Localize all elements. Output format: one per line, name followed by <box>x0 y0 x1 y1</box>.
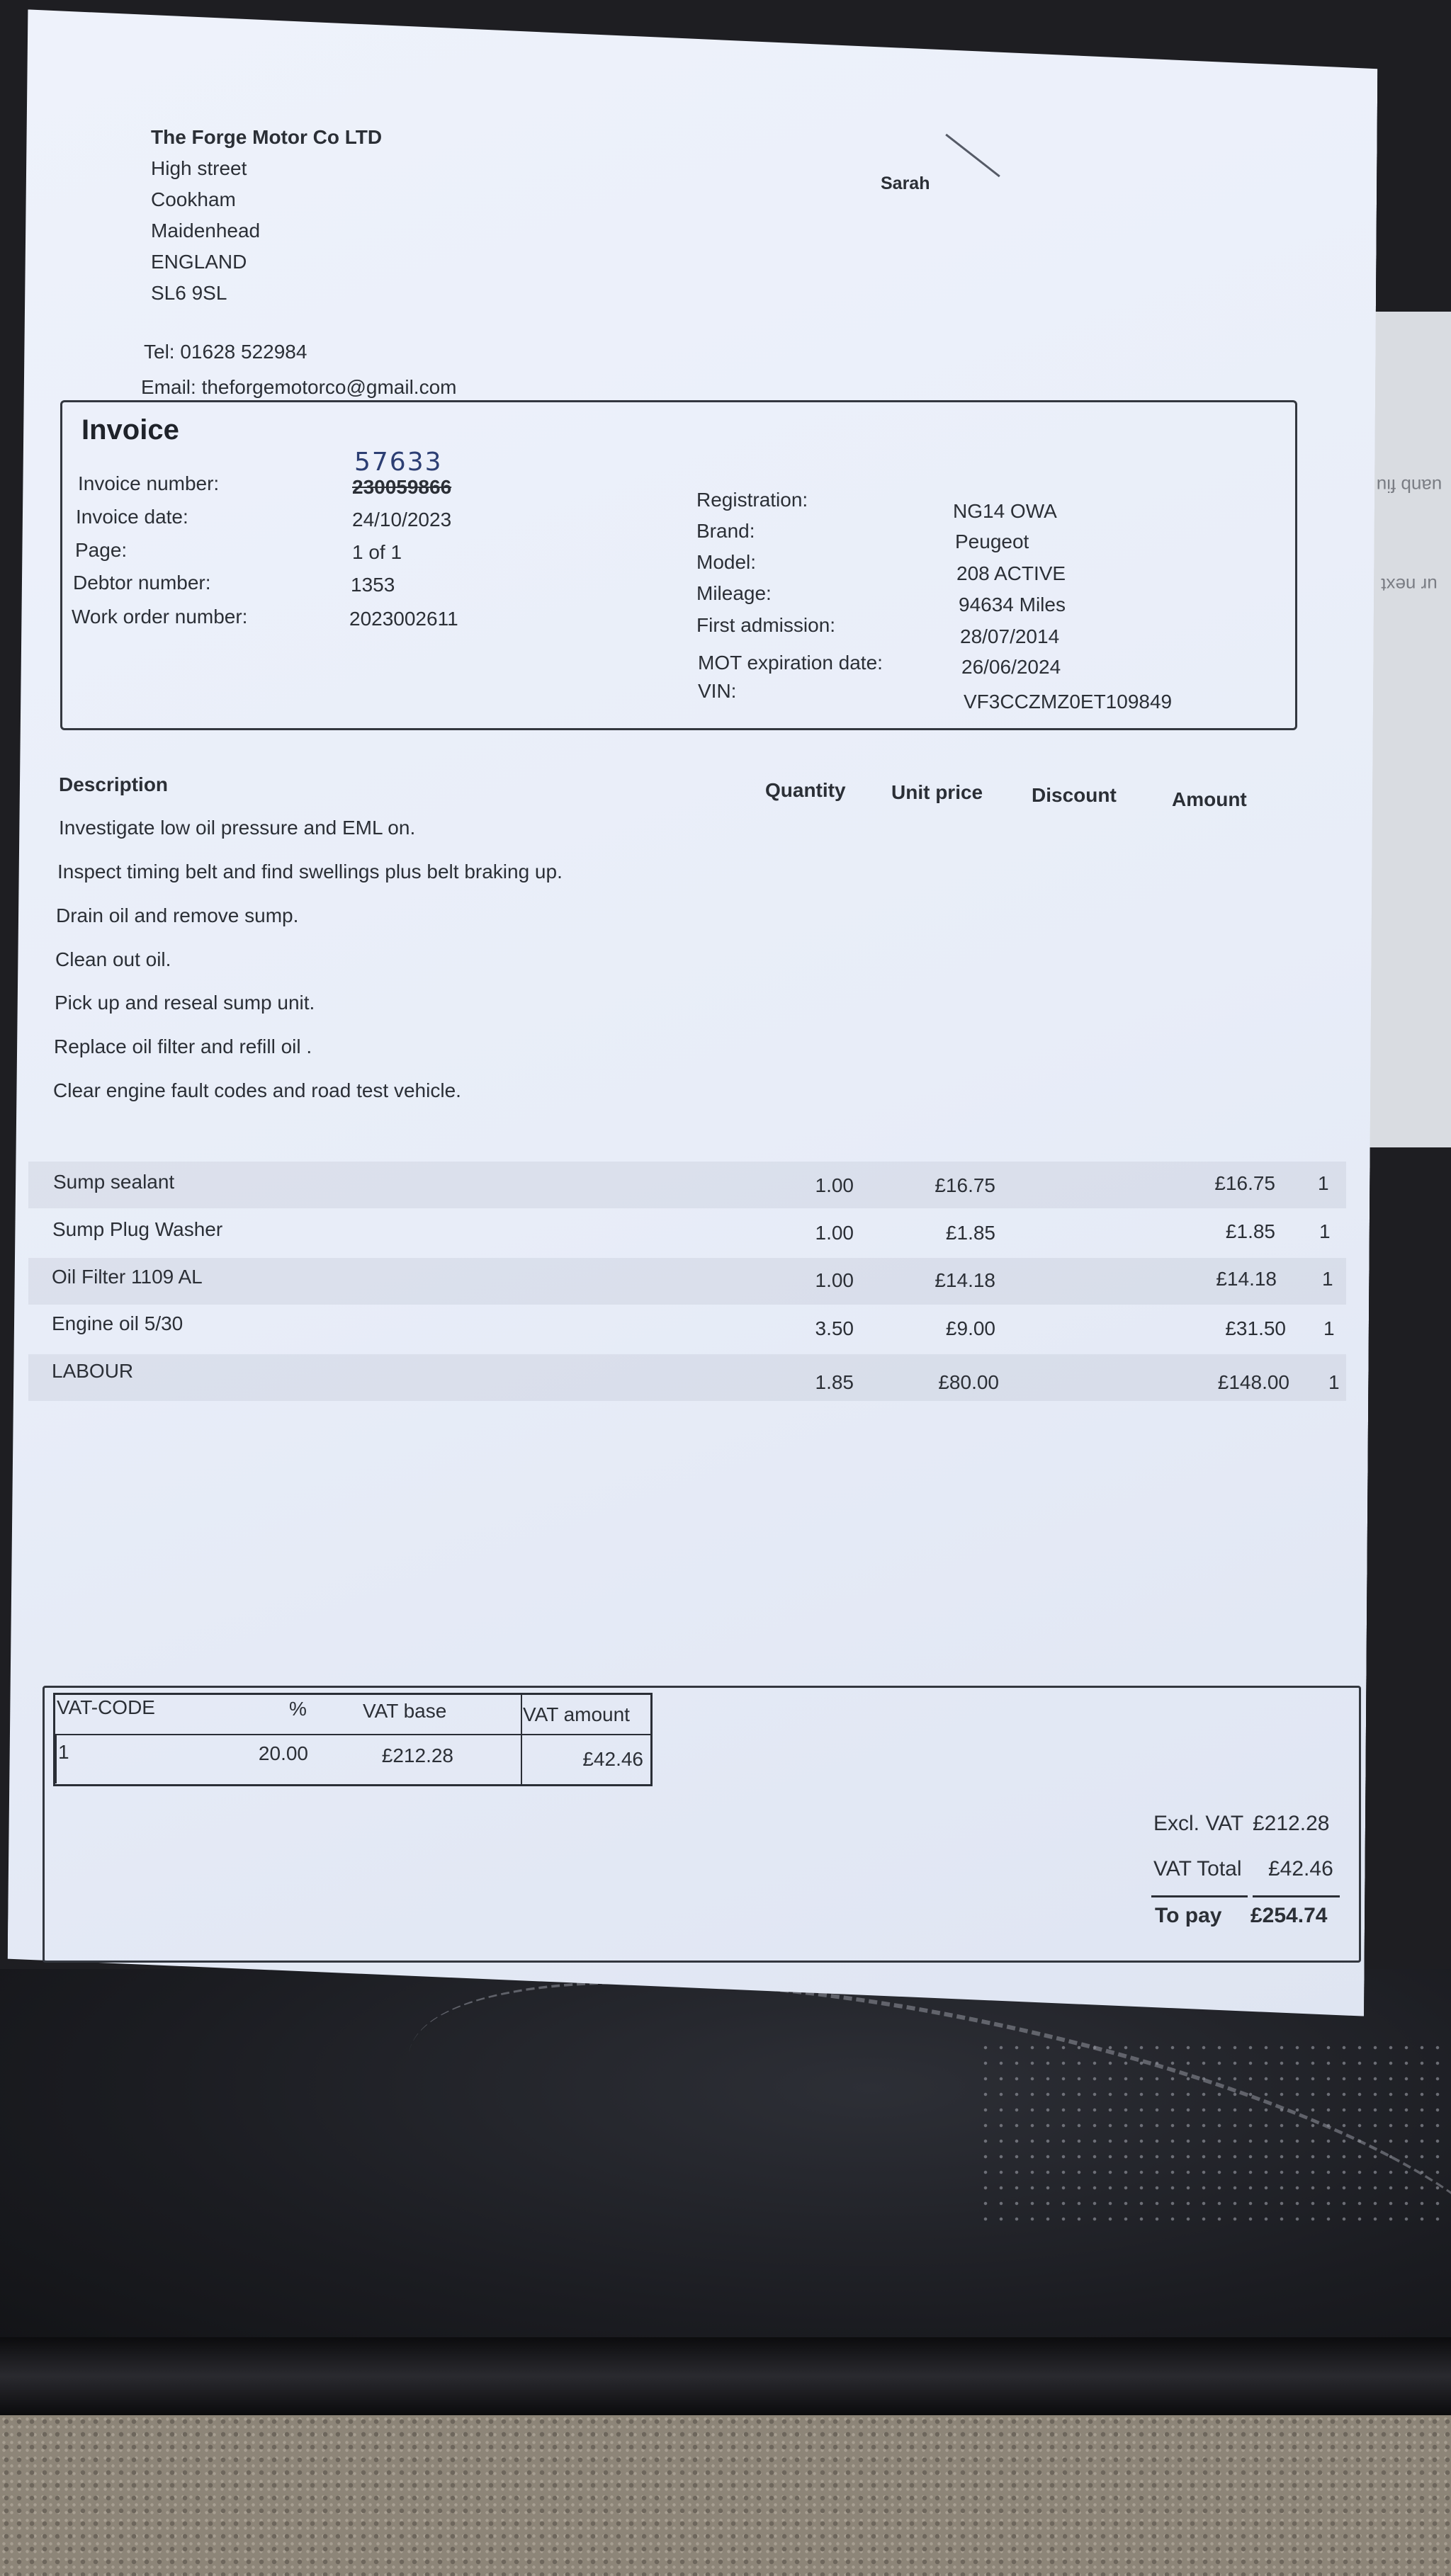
invoice-date-value: 24/10/2023 <box>352 509 452 530</box>
item-name: LABOUR <box>52 1360 134 1382</box>
item-vat-code: 1 <box>1318 1172 1329 1194</box>
company-email: Email: theforgemotorco@gmail.com <box>141 376 457 398</box>
first-admission-value: 28/07/2014 <box>960 625 1060 647</box>
address-line: ENGLAND <box>151 251 247 273</box>
vat-row-base: £212.28 <box>381 1744 453 1766</box>
item-vat-code: 1 <box>1323 1317 1335 1339</box>
seat-mesh-texture <box>978 2040 1451 2224</box>
item-unit-price: £9.00 <box>945 1317 995 1339</box>
table-row-band <box>28 1258 1346 1305</box>
description-line: Investigate low oil pressure and EML on. <box>59 817 416 839</box>
item-unit-price: £14.18 <box>935 1269 995 1291</box>
column-description: Description <box>59 773 169 795</box>
totals-rule <box>1151 1895 1248 1897</box>
model-value: 208 ACTIVE <box>956 562 1066 584</box>
column-amount: Amount <box>1172 788 1247 810</box>
invoice-number-label: Invoice number: <box>78 472 220 494</box>
description-line: Clean out oil. <box>55 948 171 970</box>
item-name: Sump Plug Washer <box>52 1218 223 1240</box>
item-name: Oil Filter 1109 AL <box>52 1266 203 1288</box>
column-quantity: Quantity <box>765 779 846 801</box>
vat-table-divider <box>55 1734 650 1735</box>
brand-label: Brand: <box>696 520 755 542</box>
company-contact: Tel: 01628 522984 <box>144 341 307 363</box>
item-unit-price: £1.85 <box>945 1222 995 1244</box>
vat-table-divider <box>55 1734 57 1783</box>
address-line: SL6 9SL <box>151 282 227 304</box>
mileage-label: Mileage: <box>696 582 772 604</box>
item-qty: 1.00 <box>815 1174 854 1196</box>
work-order-value: 2023002611 <box>349 608 458 630</box>
company-block <box>151 122 382 309</box>
address-line: Cookham <box>151 188 236 210</box>
vat-row-amount: £42.46 <box>582 1748 643 1770</box>
item-name: Engine oil 5/30 <box>52 1312 184 1334</box>
vin-value: VF3CCZMZ0ET109849 <box>964 691 1173 713</box>
debtor-number-label: Debtor number: <box>73 572 211 594</box>
vat-table-divider <box>521 1695 522 1784</box>
excl-vat-value: £212.28 <box>1253 1812 1330 1835</box>
item-unit-price: £80.00 <box>938 1371 999 1393</box>
invoice-number-value: 230059866 <box>352 476 452 498</box>
item-amount: £148.00 <box>1217 1371 1289 1393</box>
vat-row-code: 1 <box>58 1741 69 1763</box>
handwritten-invoice-number: 57633 <box>354 448 443 477</box>
seat-frame <box>0 2337 1451 2415</box>
item-unit-price: £16.75 <box>935 1174 995 1196</box>
vat-header-base: VAT base <box>363 1700 447 1722</box>
background-card <box>1367 312 1451 1147</box>
model-label: Model: <box>696 551 757 573</box>
brand-value: Peugeot <box>955 530 1029 552</box>
page-value: 1 of 1 <box>352 541 402 563</box>
ground-gravel <box>0 2415 1451 2576</box>
item-amount: £31.50 <box>1225 1317 1286 1339</box>
vat-total-value: £42.46 <box>1268 1857 1333 1880</box>
vat-row-percent: 20.00 <box>258 1742 308 1764</box>
company-name: The Forge Motor Co LTD <box>151 126 383 148</box>
to-pay-label: To pay <box>1155 1904 1222 1927</box>
recipient-note: Sarah <box>881 174 930 193</box>
item-qty: 1.85 <box>815 1371 854 1393</box>
totals-rule <box>1253 1895 1340 1897</box>
mot-expiration-value: 26/06/2024 <box>961 656 1061 678</box>
excl-vat-label: Excl. VAT <box>1153 1812 1244 1835</box>
invoice-title: Invoice <box>81 414 179 446</box>
description-line: Replace oil filter and refill oil . <box>54 1035 312 1057</box>
vat-header-percent: % <box>289 1698 307 1720</box>
description-line: Pick up and reseal sump unit. <box>55 992 315 1014</box>
vat-total-label: VAT Total <box>1153 1857 1242 1880</box>
mileage-value: 94634 Miles <box>959 594 1066 615</box>
item-vat-code: 1 <box>1322 1268 1333 1290</box>
item-vat-code: 1 <box>1328 1371 1340 1393</box>
work-order-label: Work order number: <box>72 606 248 628</box>
column-unit-price: Unit price <box>891 781 983 803</box>
item-amount: £1.85 <box>1225 1220 1275 1242</box>
vin-label: VIN: <box>698 680 737 702</box>
invoice-details-box <box>60 400 1297 730</box>
to-pay-value: £254.74 <box>1250 1904 1328 1927</box>
column-discount: Discount <box>1032 784 1117 806</box>
item-vat-code: 1 <box>1319 1220 1331 1242</box>
debtor-number-value: 1353 <box>351 574 395 596</box>
vat-header-amount: VAT amount <box>523 1703 630 1725</box>
background-card-text-2: ur next <box>1381 574 1438 596</box>
description-line: Inspect timing belt and find swellings plus belt braking up. <box>57 861 563 883</box>
item-amount: £14.18 <box>1216 1268 1277 1290</box>
first-admission-label: First admission: <box>696 614 836 636</box>
invoice-date-label: Invoice date: <box>76 506 188 528</box>
item-amount: £16.75 <box>1214 1172 1275 1194</box>
description-line: Drain oil and remove sump. <box>56 904 299 926</box>
item-name: Sump sealant <box>53 1171 175 1193</box>
background-card-text-1: uanb fiu <box>1376 475 1442 497</box>
vat-header-code: VAT-CODE <box>57 1696 155 1718</box>
item-qty: 3.50 <box>815 1317 854 1339</box>
address-line: Maidenhead <box>151 220 261 242</box>
description-line: Clear engine fault codes and road test vehicle. <box>53 1079 461 1101</box>
mot-expiration-label: MOT expiration date: <box>698 652 883 674</box>
item-qty: 1.00 <box>815 1222 854 1244</box>
page-label: Page: <box>75 539 128 561</box>
registration-value: NG14 OWA <box>953 500 1057 522</box>
registration-label: Registration: <box>696 489 808 511</box>
address-line: High street <box>151 157 247 179</box>
item-qty: 1.00 <box>815 1269 854 1291</box>
